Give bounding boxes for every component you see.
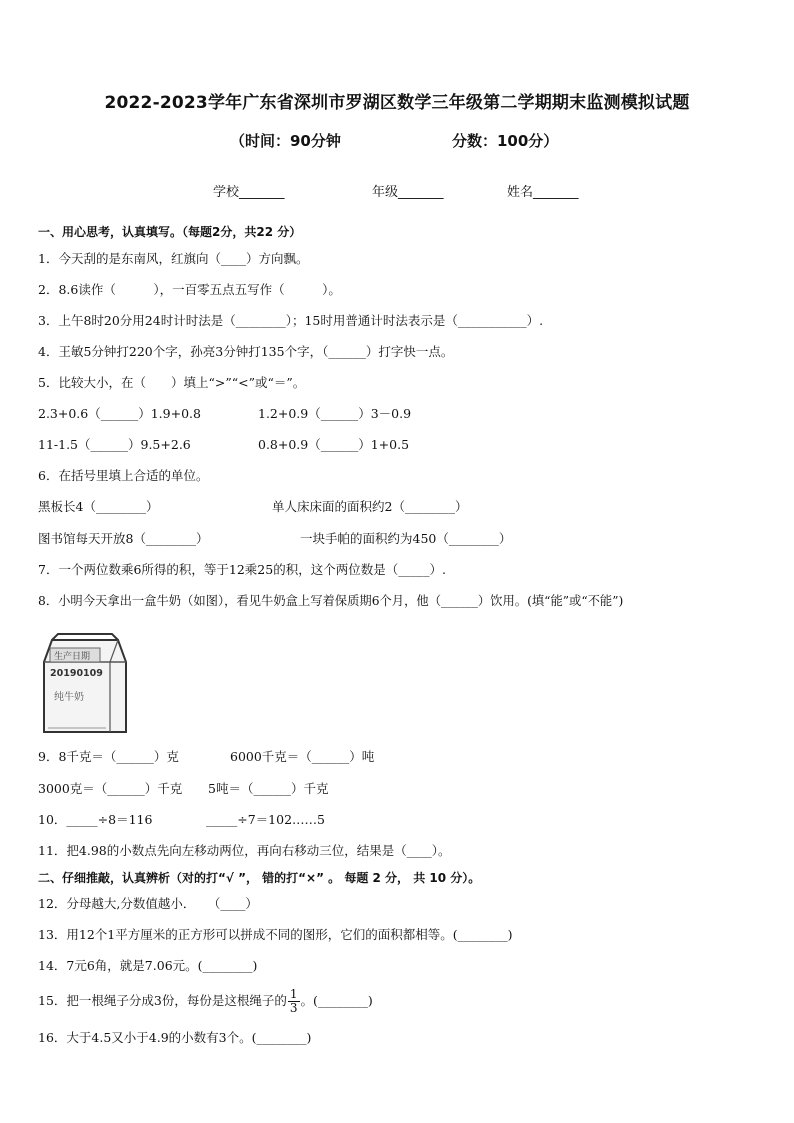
question-6c: 图书馆每天开放8（________） [38,531,209,546]
question-6a: 黑板长4（________） [38,499,159,514]
section-2-heading: 二、仔细推敲，认真辨析（对的打“√ ”， 错的打“×” 。 每题 2 分， 共 10 分）。 [38,871,481,885]
question-12: 12．分母越大,分数值越小． （____） [38,896,258,911]
exam-time: （时间：90分钟 [230,132,341,150]
question-5: 5．比较大小，在（ ）填上“>”“<”或“＝”。 [38,375,306,390]
question-15 [38,986,373,1016]
question-15-blank: 。(________) [300,993,373,1008]
page-title: 2022-2023学年广东省深圳市罗湖区数学三年级第二学期期末监测模拟试题 [104,93,690,113]
section-1-heading: 一、用心思考，认真填写。（每题2分，共22 分） [38,225,302,239]
question-10b: _____÷7＝102……5 [206,812,325,827]
question-9d: 5吨＝（______）千克 [208,781,329,796]
question-8: 8．小明今天拿出一盒牛奶（如图），看见牛奶盒上写着保质期6个月，他（______）饮用。(填“能”或“不能”) [38,594,624,608]
question-11: 11．把4.98的小数点先向左移动两位，再向右移动三位，结果是（____）。 [38,843,451,858]
question-1: 1．今天刮的是东南风，红旗向（____）方向飘。 [38,251,309,266]
fraction-one-third [288,988,300,1015]
milk-carton-image [38,632,130,736]
question-5c: 11-1.5（______）9.5+2.6 [38,437,191,452]
milk-label-date-title: 生产日期 [54,652,91,662]
question-6b: 单人床床面的面积约2（________） [272,499,468,514]
question-6d: 一块手帕的面积约为450（________） [300,531,512,546]
name-field: 姓名_______ [507,185,579,200]
question-6: 6．在括号里填上合适的单位。 [38,468,209,483]
question-2: 2．8.6读作（ ），一百零五点五写作（ ）。 [38,282,341,297]
question-15-text: 15．把一根绳子分成3份，每份是这根绳子的 [38,993,287,1008]
exam-score: 分数：100分） [452,132,559,150]
fraction-numerator: 1 [289,987,298,1001]
question-5d: 0.8+0.9（______）1+0.5 [258,437,410,452]
question-3: 3．上午8时20分用24时计时法是（________）；15时用普通计时法表示是（___________）. [38,313,544,328]
milk-label-product: 纯牛奶 [54,692,84,703]
grade-field: 年级_______ [372,185,444,200]
question-10a: 10．_____÷8＝116 [38,812,153,827]
question-4: 4．王敏5分钟打220个字，孙亮3分钟打135个字，（______）打字快一点。 [38,344,454,359]
question-9a: 9．8千克＝（______）克 [38,749,179,764]
question-9b: 6000千克＝（______）吨 [230,749,375,764]
question-7: 7．一个两位数乘6所得的积，等于12乘25的积，这个两位数是（_____）. [38,562,446,577]
milk-label-date: 20190109 [50,668,103,679]
question-14: 14．7元6角，就是7.06元。(________) [38,958,258,973]
question-16: 16．大于4.5又小于4.9的小数有3个。(________) [38,1030,312,1045]
question-9c: 3000克＝（______）千克 [38,781,183,796]
question-5b: 1.2+0.9（______）3－0.9 [258,406,412,421]
question-13: 13．用12个1平方厘米的正方形可以拼成不同的图形，它们的面积都相等。(________) [38,927,513,942]
question-5a: 2.3+0.6（______）1.9+0.8 [38,406,201,421]
fraction-denominator: 3 [289,1001,298,1015]
school-field: 学校_______ [213,185,285,200]
